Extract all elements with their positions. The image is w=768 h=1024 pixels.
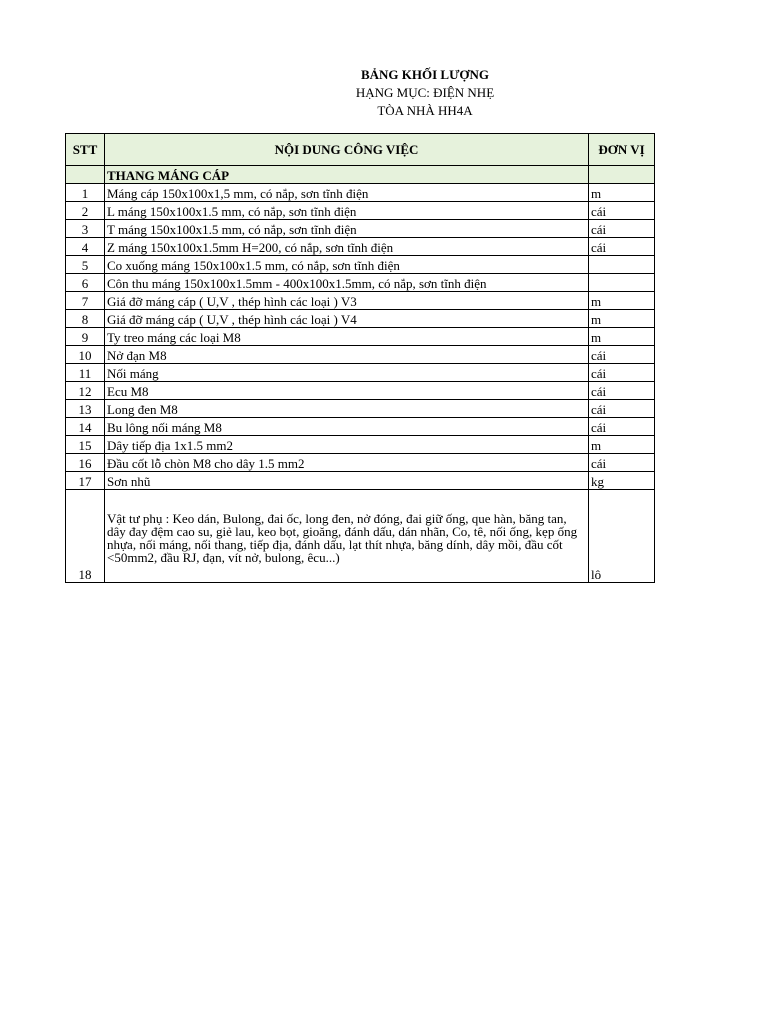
table-row bbox=[66, 382, 655, 400]
row-unit-cell: m bbox=[589, 184, 655, 202]
column-header-stt: STT bbox=[66, 134, 105, 166]
quantity-table bbox=[65, 133, 655, 583]
row-content-cell: Long đen M8 bbox=[105, 400, 589, 418]
row-stt-cell: 13 bbox=[66, 400, 105, 418]
row-unit-cell: cái bbox=[589, 364, 655, 382]
row-content-cell: Co xuống máng 150x100x1.5 mm, có nắp, sơn tĩnh điện bbox=[105, 256, 589, 274]
row-unit-cell: m bbox=[589, 436, 655, 454]
row-content-cell: Giá đỡ máng cáp ( U,V , thép hình các loại ) V4 bbox=[105, 310, 589, 328]
row-stt-cell: 5 bbox=[66, 256, 105, 274]
row-content-cell: Dây tiếp địa 1x1.5 mm2 bbox=[105, 436, 589, 454]
row-stt-cell: 6 bbox=[66, 274, 105, 292]
building-name: TÒA NHÀ HH4A bbox=[377, 103, 473, 118]
row-stt-cell: 1 bbox=[66, 184, 105, 202]
row-unit-cell: m bbox=[589, 292, 655, 310]
section-title: THANG MÁNG CÁP bbox=[105, 166, 589, 184]
row-content-cell: Ecu M8 bbox=[105, 382, 589, 400]
table-row bbox=[66, 328, 655, 346]
row-content-cell: Nở đạn M8 bbox=[105, 346, 589, 364]
row-unit-cell: cái bbox=[589, 400, 655, 418]
row-stt-cell: 2 bbox=[66, 202, 105, 220]
table-row bbox=[66, 310, 655, 328]
row-stt-cell: 7 bbox=[66, 292, 105, 310]
row-content-cell: L máng 150x100x1.5 mm, có nắp, sơn tĩnh điện bbox=[105, 202, 589, 220]
row-stt-cell: 14 bbox=[66, 418, 105, 436]
row-unit-cell bbox=[589, 274, 655, 292]
table-row bbox=[66, 454, 655, 472]
row-content-cell: Sơn nhũ bbox=[105, 472, 589, 490]
row-unit-cell: lô bbox=[589, 490, 655, 583]
row-unit-cell: kg bbox=[589, 472, 655, 490]
table-row bbox=[66, 400, 655, 418]
table-row bbox=[66, 292, 655, 310]
section-unit-cell bbox=[589, 166, 655, 184]
table-row bbox=[66, 184, 655, 202]
table-body bbox=[66, 166, 655, 583]
row-content-cell: Bu lông nối máng M8 bbox=[105, 418, 589, 436]
row-content-cell: Nối máng bbox=[105, 364, 589, 382]
table-row bbox=[66, 256, 655, 274]
row-stt-cell: 10 bbox=[66, 346, 105, 364]
table-row bbox=[66, 238, 655, 256]
table-row bbox=[66, 472, 655, 490]
table-row bbox=[66, 202, 655, 220]
row-unit-cell: cái bbox=[589, 220, 655, 238]
row-content-cell: Vật tư phụ : Keo dán, Bulong, đai ốc, long đen, nở đóng, đai giữ ống, que hàn, băng tan, dây đay đệm cao su, giẻ lau, keo bọt, gioăng, đánh dấu, dán nhãn, Co, tê, nối ống, kẹp ống nhựa, nối máng, nối thang, tiếp địa, đánh dấu, lạt thít nhựa, băng dính, dây mồi, đầu cốt <50mm2, đầu RJ, đạn, vít nở, bulong, êcu...) bbox=[105, 490, 589, 583]
row-stt-cell: 17 bbox=[66, 472, 105, 490]
document-title: BẢNG KHỐI LƯỢNG bbox=[360, 67, 490, 82]
document-subtitle: HẠNG MỤC: ĐIỆN NHẸ bbox=[355, 85, 495, 100]
row-unit-cell: cái bbox=[589, 202, 655, 220]
row-unit-cell: m bbox=[589, 328, 655, 346]
section-row bbox=[66, 166, 655, 184]
row-unit-cell: cái bbox=[589, 454, 655, 472]
table-row bbox=[66, 364, 655, 382]
row-unit-cell: cái bbox=[589, 346, 655, 364]
table-row bbox=[66, 418, 655, 436]
table-row bbox=[66, 220, 655, 238]
row-stt-cell: 11 bbox=[66, 364, 105, 382]
row-unit-cell: m bbox=[589, 310, 655, 328]
row-stt-cell: 16 bbox=[66, 454, 105, 472]
table-row-misc-materials bbox=[66, 490, 655, 583]
column-header-unit: ĐƠN VỊ bbox=[589, 134, 655, 166]
document-header bbox=[0, 66, 768, 120]
row-stt-cell: 12 bbox=[66, 382, 105, 400]
row-unit-cell: cái bbox=[589, 382, 655, 400]
row-stt-cell: 18 bbox=[66, 490, 105, 583]
row-stt-cell: 4 bbox=[66, 238, 105, 256]
row-unit-cell: cái bbox=[589, 418, 655, 436]
row-stt-cell: 15 bbox=[66, 436, 105, 454]
row-content-cell: T máng 150x100x1.5 mm, có nắp, sơn tĩnh điện bbox=[105, 220, 589, 238]
table-header-row bbox=[66, 134, 655, 166]
row-unit-cell bbox=[589, 256, 655, 274]
row-content-cell: Giá đỡ máng cáp ( U,V , thép hình các loại ) V3 bbox=[105, 292, 589, 310]
row-content-cell: Côn thu máng 150x100x1.5mm - 400x100x1.5mm, có nắp, sơn tĩnh điện bbox=[105, 274, 589, 292]
row-content-cell: Ty treo máng các loại M8 bbox=[105, 328, 589, 346]
column-header-content: NỘI DUNG CÔNG VIỆC bbox=[105, 134, 589, 166]
table-row bbox=[66, 436, 655, 454]
row-content-cell: Máng cáp 150x100x1,5 mm, có nắp, sơn tĩnh điện bbox=[105, 184, 589, 202]
row-content-cell: Đầu cốt lỗ chòn M8 cho dây 1.5 mm2 bbox=[105, 454, 589, 472]
table-row bbox=[66, 274, 655, 292]
row-stt-cell: 9 bbox=[66, 328, 105, 346]
row-content-cell: Z máng 150x100x1.5mm H=200, có nắp, sơn tĩnh điện bbox=[105, 238, 589, 256]
row-stt-cell: 8 bbox=[66, 310, 105, 328]
row-stt-cell: 3 bbox=[66, 220, 105, 238]
section-stt-cell bbox=[66, 166, 105, 184]
row-unit-cell: cái bbox=[589, 238, 655, 256]
table-row bbox=[66, 346, 655, 364]
